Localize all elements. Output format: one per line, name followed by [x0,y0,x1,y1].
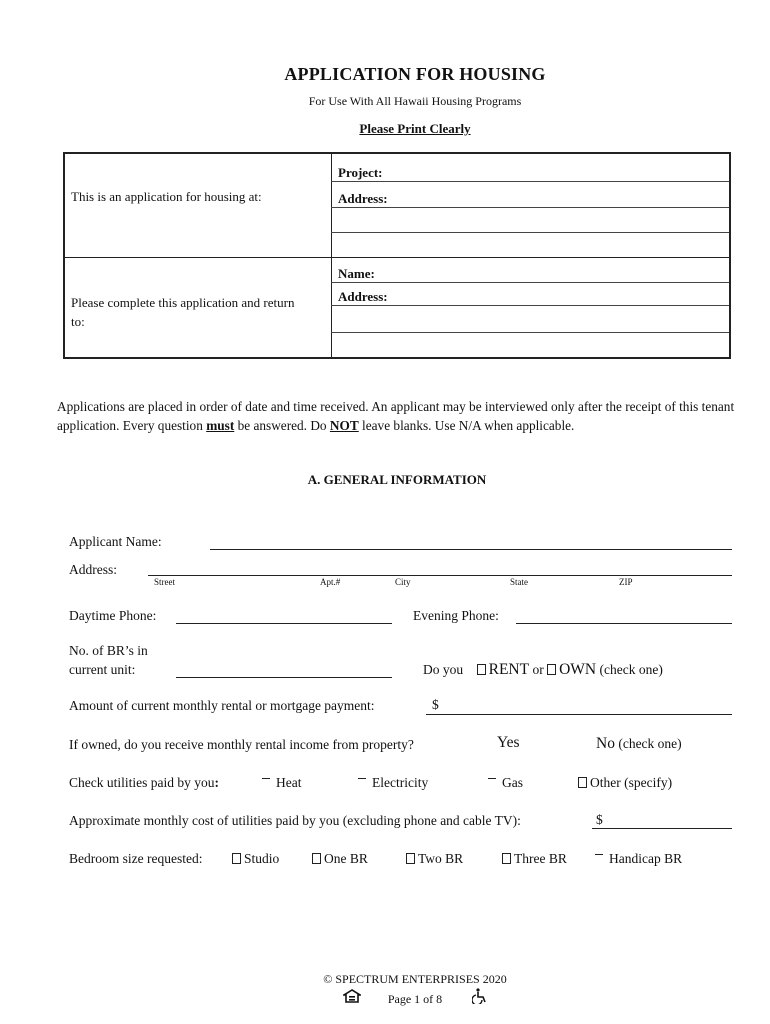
no-option-row [596,735,682,753]
rent-checkbox[interactable] [477,664,486,675]
other-checkbox[interactable] [578,777,587,788]
electricity-checkbox[interactable] [358,778,366,779]
yes-no-check-one: (check one) [618,736,682,751]
address-field[interactable] [148,575,732,576]
studio-checkbox[interactable] [232,853,241,864]
daytime-phone-field[interactable] [176,623,392,624]
box-divider [331,154,332,357]
address-label: Address: [69,562,117,577]
bedroom-size-label: Bedroom size requested: [69,851,203,866]
one-br-checkbox[interactable] [312,853,321,864]
copyright-text: © SPECTRUM ENTERPRISES 2020 [323,972,507,986]
project-address-label: Address: [338,191,388,206]
studio-option[interactable]: Studio [232,851,279,867]
wheelchair-icon [472,988,488,1009]
no-option[interactable]: No [596,735,615,752]
own-label: OWN [559,661,597,678]
rent-payment-field[interactable] [426,714,732,715]
return-name-line[interactable] [331,282,729,283]
project-address-line[interactable] [331,207,729,208]
page-title: APPLICATION FOR HOUSING [284,64,546,84]
project-address-line-2[interactable] [331,232,729,233]
rent-payment-label: Amount of current monthly rental or mortgage payment: [69,698,375,713]
heat-option[interactable]: Heat [262,775,301,791]
other-option[interactable]: Other (specify) [578,775,672,791]
handicap-br-checkbox[interactable] [595,854,603,855]
br-label-line2: current unit: [69,662,136,677]
zip-caption: ZIP [619,577,633,587]
utility-cost-label: Approximate monthly cost of utilities paid by you (excluding phone and cable TV): [69,813,521,828]
three-br-checkbox[interactable] [502,853,511,864]
electricity-option[interactable]: Electricity [358,775,428,791]
br-label-line1: No. of BR’s in [69,643,148,658]
return-address-label: Address: [338,289,388,304]
three-br-option[interactable]: Three BR [502,851,567,867]
state-caption: State [510,577,528,587]
utilities-label: Check utilities paid by you: [69,775,219,790]
br-count-field[interactable] [176,677,392,678]
owned-question: If owned, do you receive monthly rental income from property? [69,737,414,752]
rent-payment-dollar: $ [432,697,439,712]
street-caption: Street [154,577,175,587]
own-checkbox[interactable] [547,664,556,675]
yes-option[interactable]: Yes [497,734,520,751]
return-address-line-2[interactable] [331,332,729,333]
return-to-label: Please complete this application and return to: [71,295,295,329]
one-br-option[interactable]: One BR [312,851,368,867]
utility-cost-dollar: $ [596,812,603,827]
return-address-line[interactable] [331,305,729,306]
section-a-heading: A. GENERAL INFORMATION [307,472,487,487]
housing-info-box [63,152,731,359]
page-number: Page 1 of 8 [387,992,443,1006]
heat-checkbox[interactable] [262,778,270,779]
apt-caption: Apt.# [320,577,341,587]
intro-paragraph: Applications are placed in order of date and time received. An applicant may be interviewed only after the receipt of this tenant application. Every question must be answered. Do NOT leave blanks. Use N/A when applicable. [57,399,735,433]
city-caption: City [395,577,411,587]
evening-phone-label: Evening Phone: [413,608,499,623]
rent-own-row [423,661,663,679]
rent-own-check-one: (check one) [599,662,663,677]
applicant-name-label: Applicant Name: [69,534,162,549]
two-br-checkbox[interactable] [406,853,415,864]
utility-cost-field[interactable] [592,828,732,829]
daytime-phone-label: Daytime Phone: [69,608,157,623]
gas-checkbox[interactable] [488,778,496,779]
housing-at-label: This is an application for housing at: [71,189,262,204]
project-label: Project: [338,165,383,180]
two-br-option[interactable]: Two BR [406,851,463,867]
or-label: or [532,662,544,677]
gas-option[interactable]: Gas [488,775,523,791]
return-name-label: Name: [338,266,375,281]
project-line[interactable] [331,181,729,182]
page-subtitle: For Use With All Hawaii Housing Programs [308,94,522,108]
evening-phone-field[interactable] [516,623,732,624]
print-note: Please Print Clearly [359,121,471,136]
handicap-br-option[interactable]: Handicap BR [595,851,682,867]
do-you-label: Do you [423,662,464,677]
applicant-name-field[interactable] [210,549,732,550]
box-mid-divider [65,257,729,258]
rent-label: RENT [488,661,530,678]
